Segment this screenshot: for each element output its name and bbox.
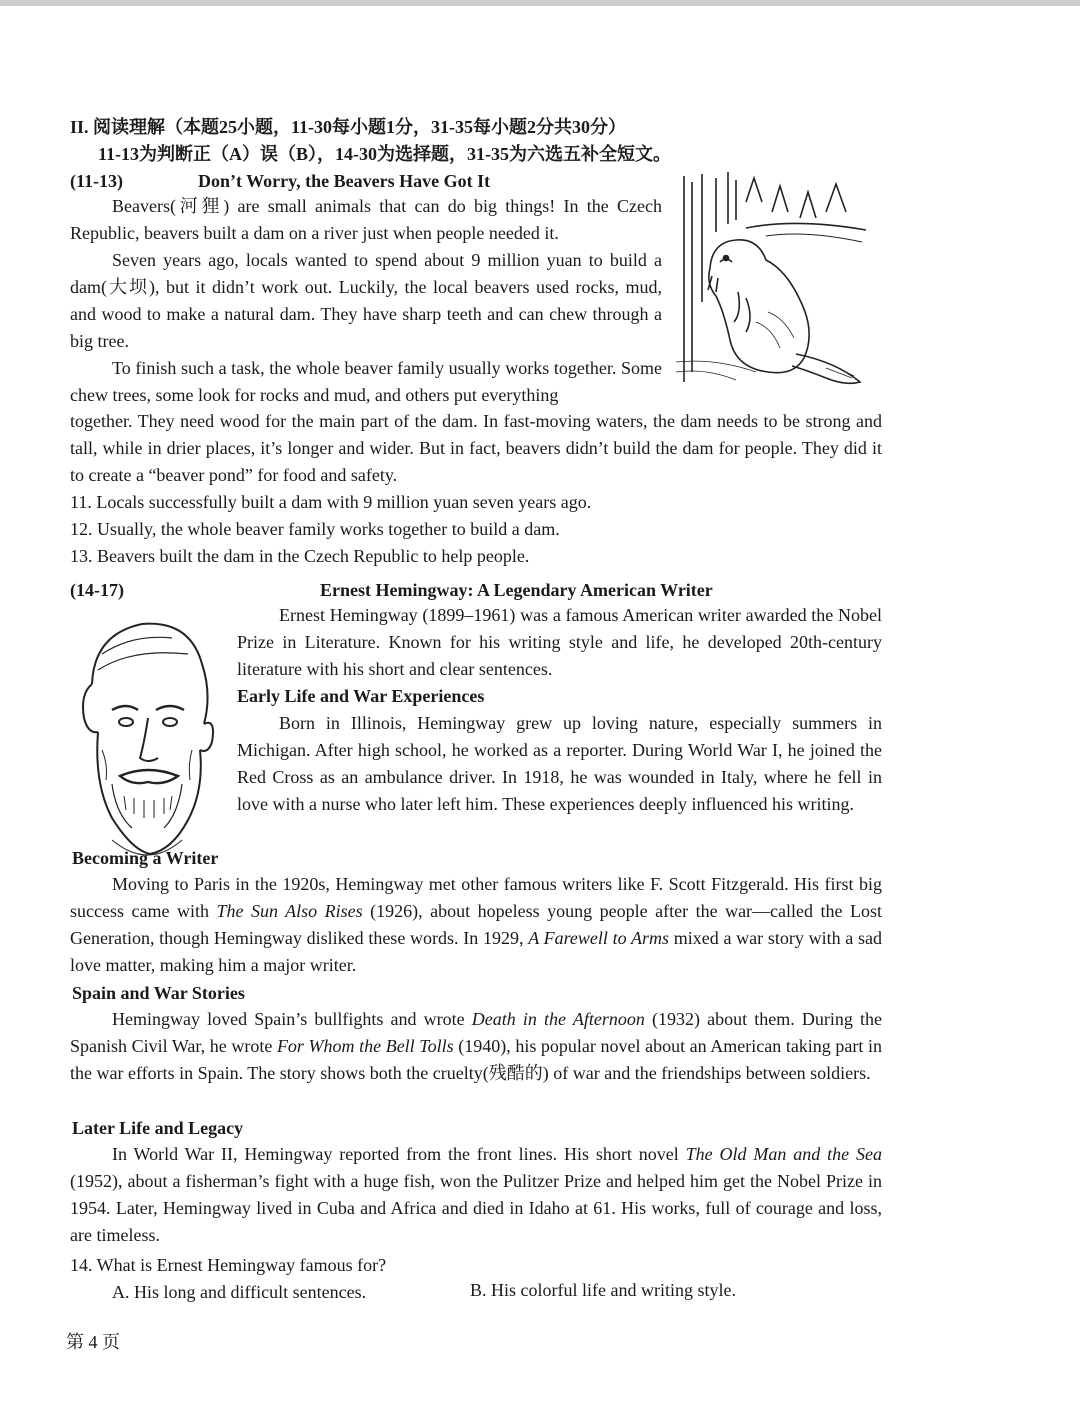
- question-13: 13. Beavers built the dam in the Czech Republic to help people.: [70, 546, 530, 566]
- section-instructions: 11-13为判断正（A）误（B），14-30为选择题，31-35为六选五补全短文。: [98, 144, 671, 164]
- passage1-p1: Beavers(河狸) are small animals that can do big things! In the Czech Republic, beavers built a dam on a river just when people needed it.: [70, 196, 662, 243]
- question-14-option-a: A. His long and difficult sentences.: [112, 1282, 367, 1302]
- becoming-text-2: (1926), about hopeless young people after the war—called the Lost Generation, though Hemingway disliked these words. In 1929,: [70, 901, 883, 948]
- question-12: 12. Usually, the whole beaver family works together to build a dam.: [70, 519, 560, 539]
- heading-early-life: Early Life and War Experiences: [237, 686, 485, 706]
- passage1-body-bottom: [70, 408, 882, 489]
- becoming-text-3: mixed a war story with a sad love matter, making him a major writer.: [70, 928, 883, 975]
- book-farewell-to-arms: A Farewell to Arms: [528, 928, 670, 948]
- heading-spain: Spain and War Stories: [72, 983, 245, 1003]
- becoming-text-1: Moving to Paris in the 1920s, Hemingway met other famous writers like F. Scott Fitzgerald. His first big success came with: [70, 874, 882, 921]
- book-for-whom-bell-tolls: For Whom the Bell Tolls: [276, 1036, 454, 1056]
- passage1-label: (11-13): [70, 171, 123, 191]
- hemingway-portrait: [72, 614, 222, 870]
- passage2-spain: [70, 1006, 882, 1087]
- question-14-option-b: B. His colorful life and writing style.: [470, 1280, 736, 1300]
- passage2-intro: Ernest Hemingway (1899–1961) was a famous American writer awarded the Nobel Prize in Literature. Known for his writing style and life, he developed 20th-century literature with his short and clear sentences.: [237, 605, 882, 679]
- passage1-title: Don’t Worry, the Beavers Have Got It: [198, 171, 491, 191]
- passage1-p3a: To finish such a task, the whole beaver family usually works together. Some chew trees, some look for rocks and mud, and others put everything: [70, 358, 662, 405]
- book-death-in-afternoon: Death in the Afternoon: [471, 1009, 645, 1029]
- passage2-intro-block: [237, 602, 882, 818]
- later-text-1: In World War II, Hemingway reported from the front lines. His short novel: [112, 1144, 686, 1164]
- question-11: 11. Locals successfully built a dam with 9 million yuan seven years ago.: [70, 492, 592, 512]
- book-sun-also-rises: The Sun Also Rises: [216, 901, 363, 921]
- portrait-icon: [72, 614, 222, 870]
- beaver-illustration: [676, 172, 872, 388]
- passage2-title: Ernest Hemingway: A Legendary American Writer: [320, 580, 713, 600]
- passage1-p2: Seven years ago, locals wanted to spend about 9 million yuan to build a dam(大坝), but it didn’t work out. Luckily, the local beavers used rocks, mud, and wood to make a natural dam. They have sharp teeth and can chew through a big tree.: [70, 250, 662, 351]
- passage2-label: (14-17): [70, 580, 124, 600]
- heading-later-life: Later Life and Legacy: [72, 1118, 244, 1138]
- book-old-man-and-sea: The Old Man and the Sea: [685, 1144, 882, 1164]
- spain-text-1: Hemingway loved Spain’s bullfights and wrote: [112, 1009, 472, 1029]
- section-title: II. 阅读理解（本题25小题，11-30每小题1分，31-35每小题2分共30分）: [70, 117, 627, 137]
- spain-text-2: (1932) about them. During the Spanish Civil War, he wrote: [70, 1009, 882, 1056]
- passage1-body-top: [70, 193, 662, 409]
- passage2-early: Born in Illinois, Hemingway grew up loving nature, especially summers in Michigan. After high school, he worked as a reporter. During World War I, he joined the Red Cross as an ambulance driver. In 1918, he was wounded in Italy, where he fell in love with a nurse who later left him. These experiences deeply influenced his writing.: [237, 713, 882, 814]
- heading-becoming-writer: Becoming a Writer: [72, 848, 219, 868]
- later-text-2: (1952), about a fisherman’s fight with a huge fish, won the Pulitzer Prize and helped him get the Nobel Prize in 1954. Later, Hemingway lived in Cuba and Africa and died in Idaho at 61. His works, full of courage and loss, are timeless.: [70, 1171, 882, 1245]
- question-14: 14. What is Ernest Hemingway famous for?: [70, 1255, 387, 1275]
- beaver-icon: [676, 172, 872, 388]
- page-number: 第 4 页: [66, 1332, 120, 1352]
- passage2-becoming: [70, 871, 882, 979]
- passage1-p3b: together. They need wood for the main part of the dam. In fast-moving waters, the dam needs to be strong and tall, while in drier places, it’s longer and wider. But in fact, beavers didn’t build the dam for people. They did it to create a “beaver pond” for food and safety.: [70, 411, 882, 485]
- spain-text-3: (1940), his popular novel about an American taking part in the war efforts in Spain. The story shows both the cruelty(残酷的) of war and the friendships between soldiers.: [70, 1036, 882, 1083]
- passage2-later: [70, 1141, 882, 1249]
